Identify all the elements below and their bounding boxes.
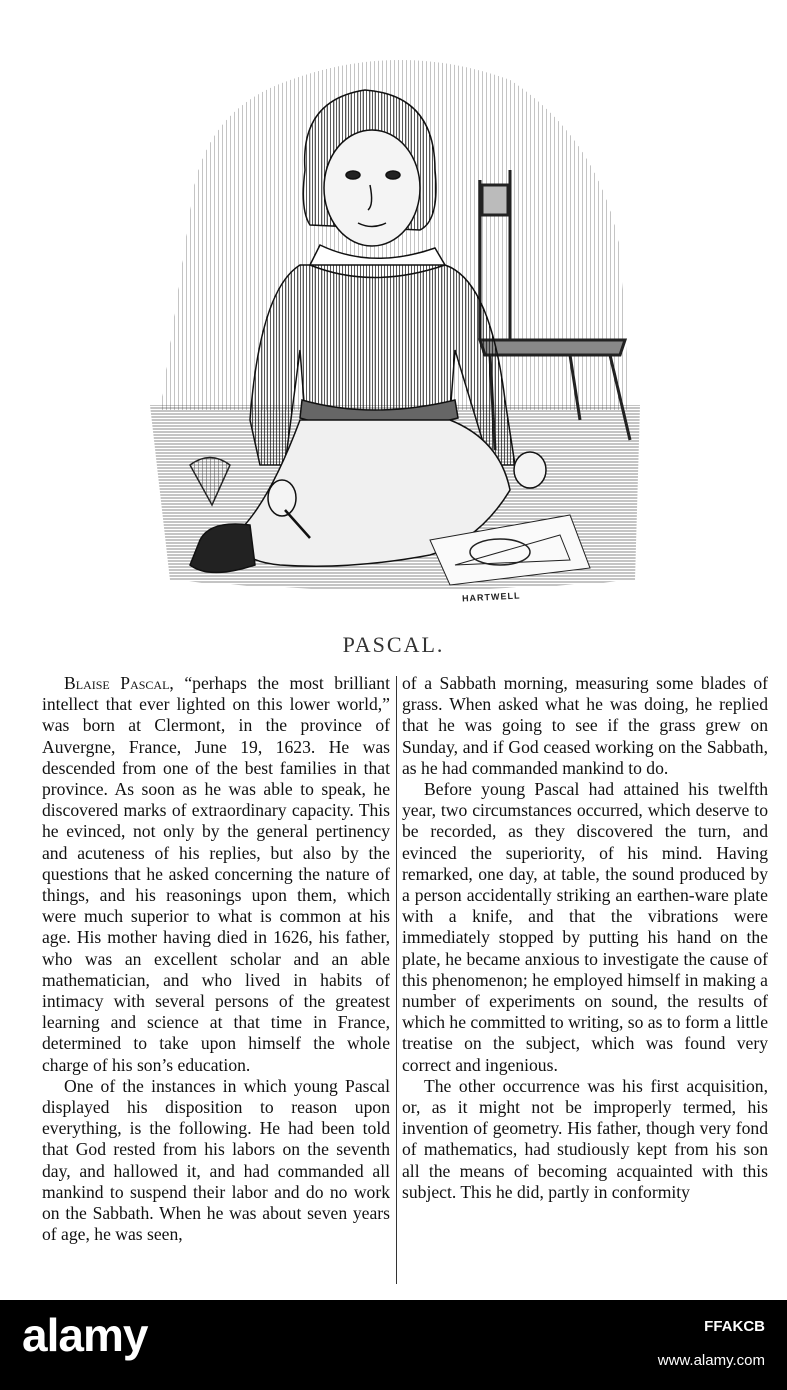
- watermark-banner: [0, 1300, 787, 1390]
- image-code: FFAKCB: [704, 1318, 765, 1335]
- paragraph: of a Sabbath morning, measuring some blades of grass. When asked what he was doing, he replied that he was going to see if the grass grew on Sunday, and if God ceased working on the Sabbath, as he had commanded mankind to do.: [402, 673, 768, 778]
- right-column: [402, 673, 768, 1203]
- paragraph: One of the instances in which young Pascal displayed his disposition to reason upon everything, is the following. He had been told that God rested from his labors on the seventh day, and hallowed it, and had commanded all mankind to suspend their labor and do no work on the Sabbath. When he was about seven years of age, he was seen,: [42, 1075, 390, 1245]
- brand-logo: alamy: [22, 1309, 148, 1361]
- website-url: www.alamy.com: [657, 1352, 765, 1369]
- engraving-illustration: [150, 20, 640, 610]
- column-divider: [396, 676, 397, 1284]
- paragraph: [42, 673, 390, 1076]
- paragraph-text: , “perhaps the most brilliant intellect that ever lighted on this lower world,” was born at Clermont, in the province of Auvergne, France, June 19, 1623. He was descended from one of the best families in that province. As soon as he was able to speak, he discovered marks of extraordinary capacity. This he evinced, not only by the general pertinency and acuteness of his replies, but also by the questions that he asked concerning the nature of things, and his reasonings upon them, which were much superior to what is common at his age. His mother having died in 1626, his father, who was an excellent scholar and an able mathematician, and who lived in habits of intimacy with several persons of the greatest learning and science at that time in France, determined to take upon himself the whole charge of his son’s education.: [42, 673, 390, 1075]
- paragraph: The other occurrence was his first acquisition, or, as it might not be improperly termed, his invention of geometry. His father, though very fond of mathematics, had studiously kept from his son all the means of becoming acquainted with this subject. This he did, partly in conformity: [402, 1075, 768, 1202]
- article-title: PASCAL.: [342, 632, 445, 657]
- engraver-signature: HARTWELL: [461, 590, 521, 604]
- left-column: [42, 673, 390, 1245]
- lead-name: Blaise Pascal: [64, 673, 170, 693]
- paragraph: Before young Pascal had attained his twelfth year, two circumstances occurred, which deserve to be recorded, as they discovered the turn, and evinced the superiority, of his mind. Having remarked, one day, at table, the sound produced by a person accidentally striking an earthen-ware plate with a knife, and that the vibrations were immediately stopped by putting his hand on the plate, he became anxious to investigate the cause of this phenomenon; he employed himself in making a number of experiments on sound, the results of which he committed to writing, so as to form a little treatise on the subject, which was found very correct and ingenious.: [402, 779, 768, 1075]
